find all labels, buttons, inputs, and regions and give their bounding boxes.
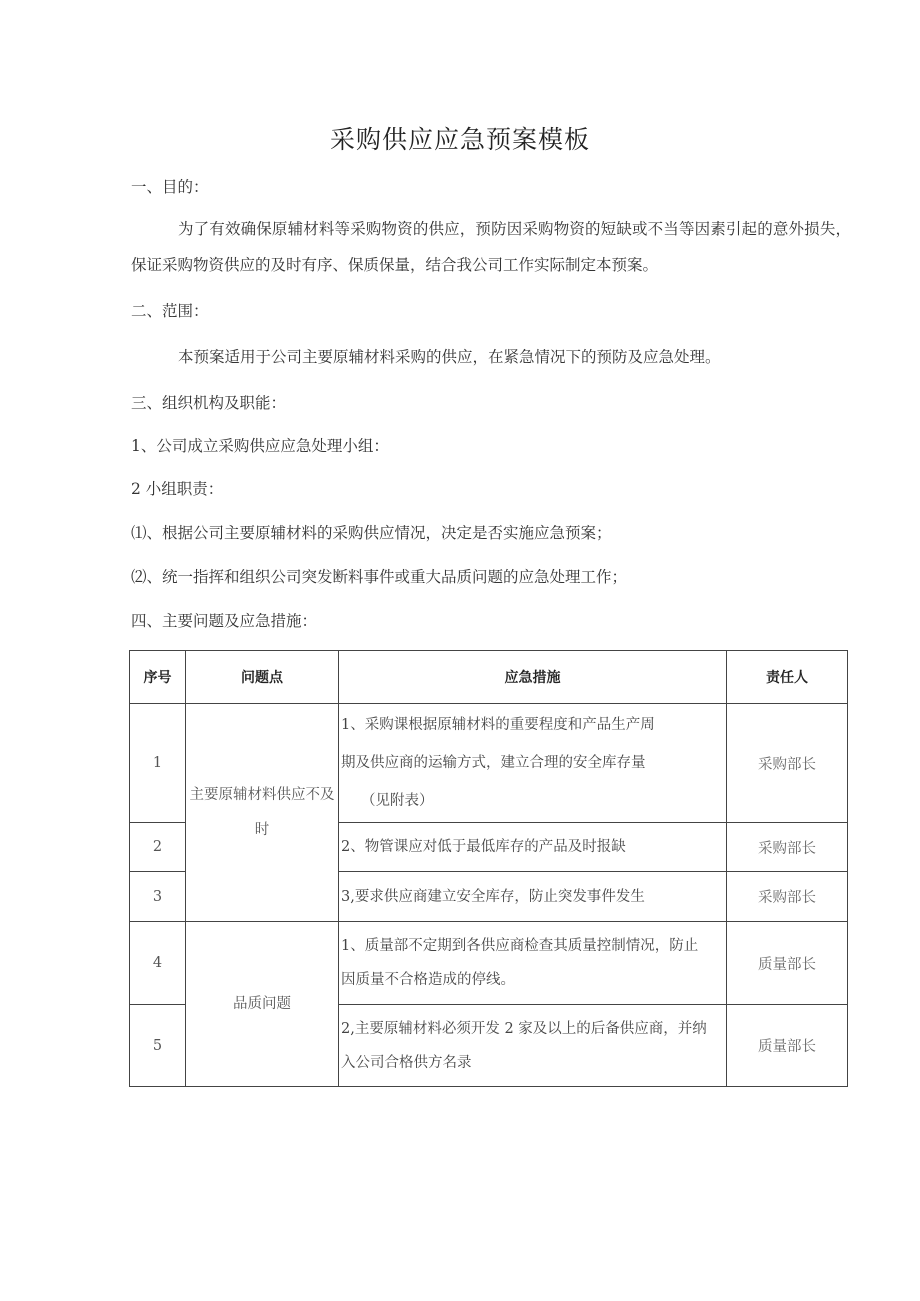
row-owner: 采购部长 (727, 823, 848, 872)
measure-line: （见附表） (361, 793, 434, 809)
section-2-body: 本预案适用于公司主要原辅材料采购的供应，在紧急情况下的预防及应急处理。 (178, 348, 721, 366)
issue-supply-delay: 主要原辅材料供应不及时 (186, 704, 339, 922)
section-3-item-4: ⑵、统一指挥和组织公司突发断料事件或重大品质问题的应急处理工作； (131, 568, 628, 586)
row-no: 3 (130, 872, 186, 922)
row-owner: 质量部长 (727, 1005, 848, 1087)
table-row (130, 704, 848, 823)
section-4-heading: 四、主要问题及应急措施： (131, 612, 318, 630)
row-measure (339, 922, 727, 1005)
section-3-item-1: 1、公司成立采购供应应急处理小组： (131, 437, 389, 455)
row-no: 5 (130, 1005, 186, 1087)
row-no: 2 (130, 823, 186, 872)
section-1-body: 为了有效确保原辅材料等采购物资的供应，预防因采购物资的短缺或不当等因素引起的意外损失，保证采购物资供应的及时有序、保质保量，结合我公司工作实际制定本预案。 (131, 220, 851, 274)
measures-table (129, 650, 848, 1087)
row-measure (339, 704, 727, 823)
row-owner: 采购部长 (727, 704, 848, 823)
section-3-item-3: ⑴、根据公司主要原辅材料的采购供应情况，决定是否实施应急预案； (131, 524, 612, 542)
header-issue: 问题点 (186, 651, 339, 704)
section-2-heading: 二、范围： (131, 302, 209, 320)
section-3-item-2: 2 小组职责： (131, 480, 224, 498)
measure-line: 因质量不合格造成的停线。 (341, 972, 515, 988)
header-measure: 应急措施 (339, 651, 727, 704)
section-1-heading: 一、目的： (131, 178, 209, 196)
measure-line: 1、质量部不定期到各供应商检查其质量控制情况，防止 (341, 938, 699, 954)
header-owner: 责任人 (727, 651, 848, 704)
measure-line: 1、采购课根据原辅材料的重要程度和产品生产周 (341, 717, 655, 733)
header-no: 序号 (130, 651, 186, 704)
section-3-heading: 三、组织机构及职能： (131, 394, 287, 412)
row-measure: 2、物管课应对低于最低库存的产品及时报缺 (339, 823, 727, 872)
measure-line: 入公司合格供方名录 (341, 1054, 472, 1071)
issue-quality: 品质问题 (186, 922, 339, 1087)
measure-line: 期及供应商的运输方式，建立合理的安全库存量 (341, 755, 646, 771)
row-measure: 3,要求供应商建立安全库存，防止突发事件发生 (339, 872, 727, 922)
table-header-row (130, 651, 848, 704)
row-measure (339, 1005, 727, 1087)
table-row (130, 922, 848, 1005)
row-no: 4 (130, 922, 186, 1005)
row-owner: 采购部长 (727, 872, 848, 922)
measure-line: 2,主要原辅材料必须开发 2 家及以上的后备供应商，并纳 (341, 1020, 707, 1037)
row-no: 1 (130, 704, 186, 823)
document-title: 采购供应应急预案模板 (329, 125, 590, 154)
row-owner: 质量部长 (727, 922, 848, 1005)
